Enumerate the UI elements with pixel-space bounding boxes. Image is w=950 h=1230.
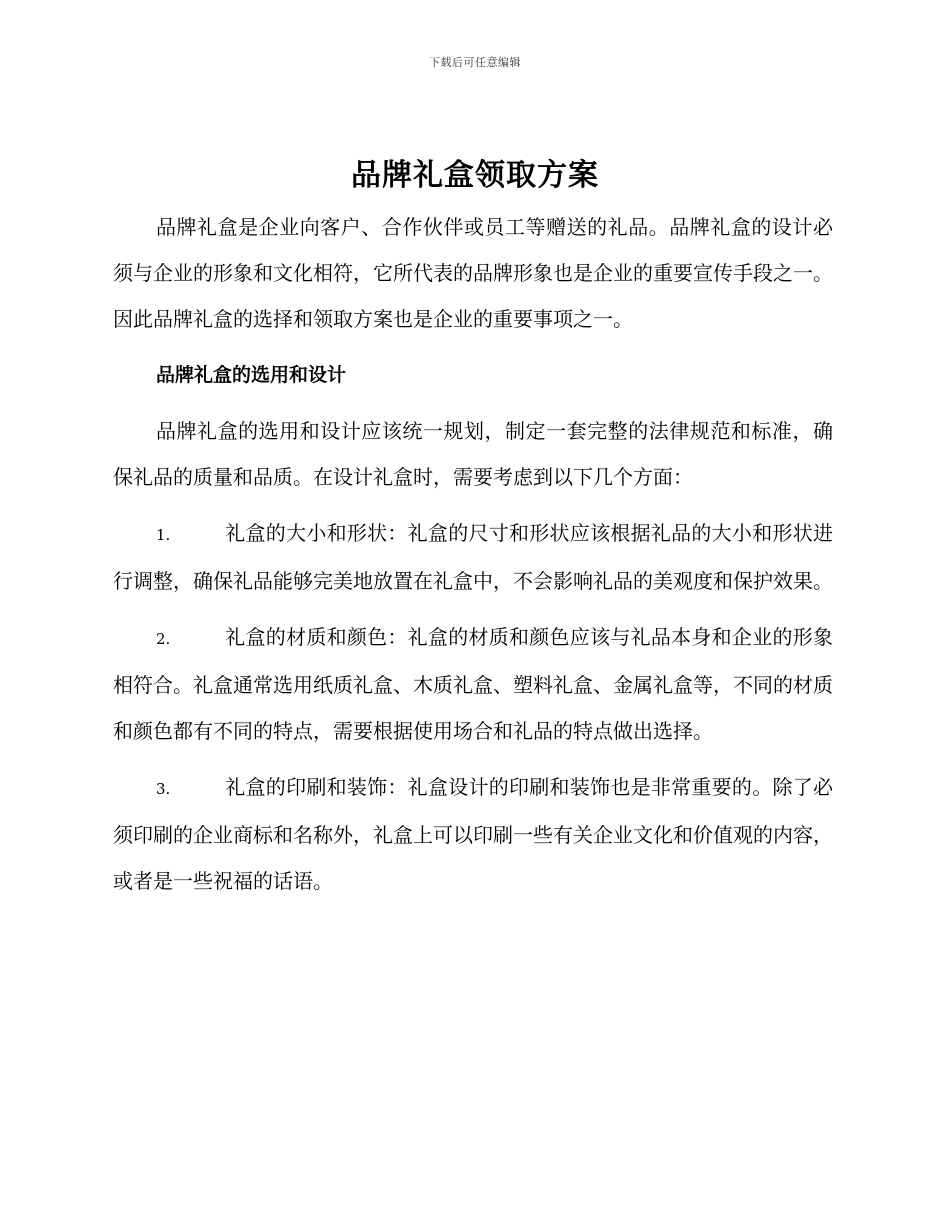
document-body	[113, 204, 833, 904]
document-title: 品牌礼盒领取方案	[351, 158, 599, 193]
list-item-number: 1.	[156, 526, 171, 544]
list-item	[113, 764, 833, 904]
header-note: 下载后可任意编辑	[429, 56, 521, 69]
list-item-number: 2.	[156, 630, 171, 648]
intro-paragraph: 品牌礼盒是企业向客户、合作伙伴或员工等赠送的礼品。品牌礼盒的设计必须与企业的形象和文化相符，它所代表的品牌形象也是企业的重要宣传手段之一。因此品牌礼盒的选择和领取方案也是企业的重要事项之一。	[113, 215, 833, 331]
list-item-text: 礼盒的材质和颜色：礼盒的材质和颜色应该与礼品本身和企业的形象相符合。礼盒通常选用纸质礼盒、木质礼盒、塑料礼盒、金属礼盒等，不同的材质和颜色都有不同的特点，需要根据使用场合和礼品的特点做出选择。	[113, 625, 833, 743]
section-paragraph: 品牌礼盒的选用和设计应该统一规划，制定一套完整的法律规范和标准，确保礼品的质量和品质。在设计礼盒时，需要考虑到以下几个方面：	[113, 419, 833, 489]
list-item-text: 礼盒的大小和形状：礼盒的尺寸和形状应该根据礼品的大小和形状进行调整，确保礼品能够完美地放置在礼盒中，不会影响礼品的美观度和保护效果。	[113, 521, 833, 593]
list-item-text: 礼盒的印刷和装饰：礼盒设计的印刷和装饰也是非常重要的。除了必须印刷的企业商标和名称外，礼盒上可以印刷一些有关企业文化和价值观的内容，或者是一些祝福的话语。	[113, 775, 833, 893]
list-item-number: 3.	[156, 780, 171, 798]
list-item	[113, 614, 833, 754]
list-item	[113, 510, 833, 604]
section-heading: 品牌礼盒的选用和设计	[156, 364, 347, 386]
